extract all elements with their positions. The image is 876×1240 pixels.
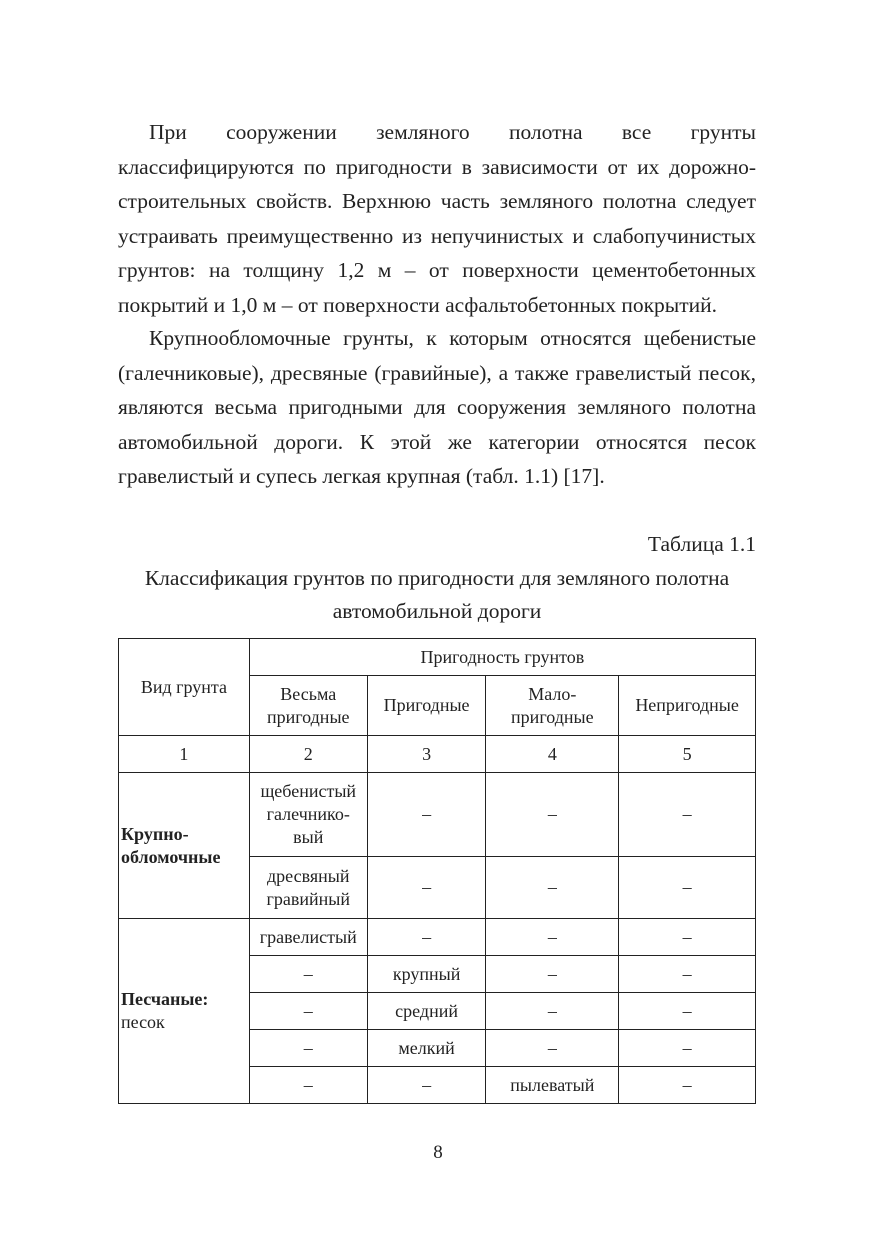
table-title-line-1: Классификация грунтов по пригодности для земляного полотна [144,566,730,590]
table-cell: – [249,993,367,1030]
header-low-suitable: Мало- пригодные [486,676,619,736]
table-cell: гравелистый [249,919,367,956]
table-cell: – [367,857,486,919]
header-soil-type: Вид грунта [119,639,250,736]
table-cell: средний [367,993,486,1030]
paragraph-2: Крупнообломочные грунты, к которым относятся щебенистые (галечниковые), дресвяные (гравийные), а также гравелистый песок, являются весьма пригодными для сооружения земляного полотна автомобильной дороги. К этой же категории относятся песок гравелистый и супесь легкая крупная (табл. 1.1) [17]. [118,326,756,488]
table-cell: – [367,919,486,956]
header-very-suitable: Весьма пригодные [249,676,367,736]
column-number: 2 [249,736,367,773]
table-cell: щебенистый галечнико- вый [249,773,367,857]
table-cell: – [367,773,486,857]
table-cell: мелкий [367,1030,486,1067]
page-number: 8 [433,1142,443,1163]
table-title [118,562,756,628]
table-cell: – [619,956,756,993]
table-cell: крупный [367,956,486,993]
table-cell: – [486,1030,619,1067]
column-number: 4 [486,736,619,773]
table-cell: – [486,773,619,857]
table-title-line-2: автомобильной дороги [332,599,542,623]
column-number: 1 [119,736,250,773]
table-cell: – [619,857,756,919]
table-cell: – [619,919,756,956]
table-cell: дресвяный гравийный [249,857,367,919]
column-number-row [119,736,756,773]
header-unsuitable: Непригодные [619,676,756,736]
table-cell: пылеватый [486,1067,619,1104]
column-number: 5 [619,736,756,773]
soil-classification-table [118,638,756,1104]
column-number: 3 [367,736,486,773]
paragraph-1: При сооружении земляного полотна все грунты классифицируются по пригодности в зависимости от их дорожно-строительных свойств. Верхнюю часть земляного полотна следует устраивать преимущественно из непучинистых и слабопучинистых грунтов: на толщину 1,2 м – от поверхности цементобетонных покрытий и 1,0 м – от поверхности асфальтобетонных покрытий. [118,120,756,317]
table-cell: – [249,1030,367,1067]
table-cell: – [486,919,619,956]
table-cell: – [367,1067,486,1104]
table-cell: – [619,993,756,1030]
table-row [119,773,756,857]
table-row [119,919,756,956]
table-number: Таблица 1.1 [647,532,756,556]
group-label-sandy: Песчаные: песок [119,919,250,1104]
table-cell: – [249,956,367,993]
table-cell: – [249,1067,367,1104]
table-cell: – [619,1067,756,1104]
table-cell: – [619,773,756,857]
header-row-1 [119,639,756,676]
table-cell: – [486,956,619,993]
table-cell: – [619,1030,756,1067]
table-cell: – [486,857,619,919]
header-suitability: Пригодность грунтов [249,639,755,676]
table-cell: – [486,993,619,1030]
header-suitable: Пригодные [367,676,486,736]
group-label-coarse: Крупно- обломочные [119,773,250,919]
